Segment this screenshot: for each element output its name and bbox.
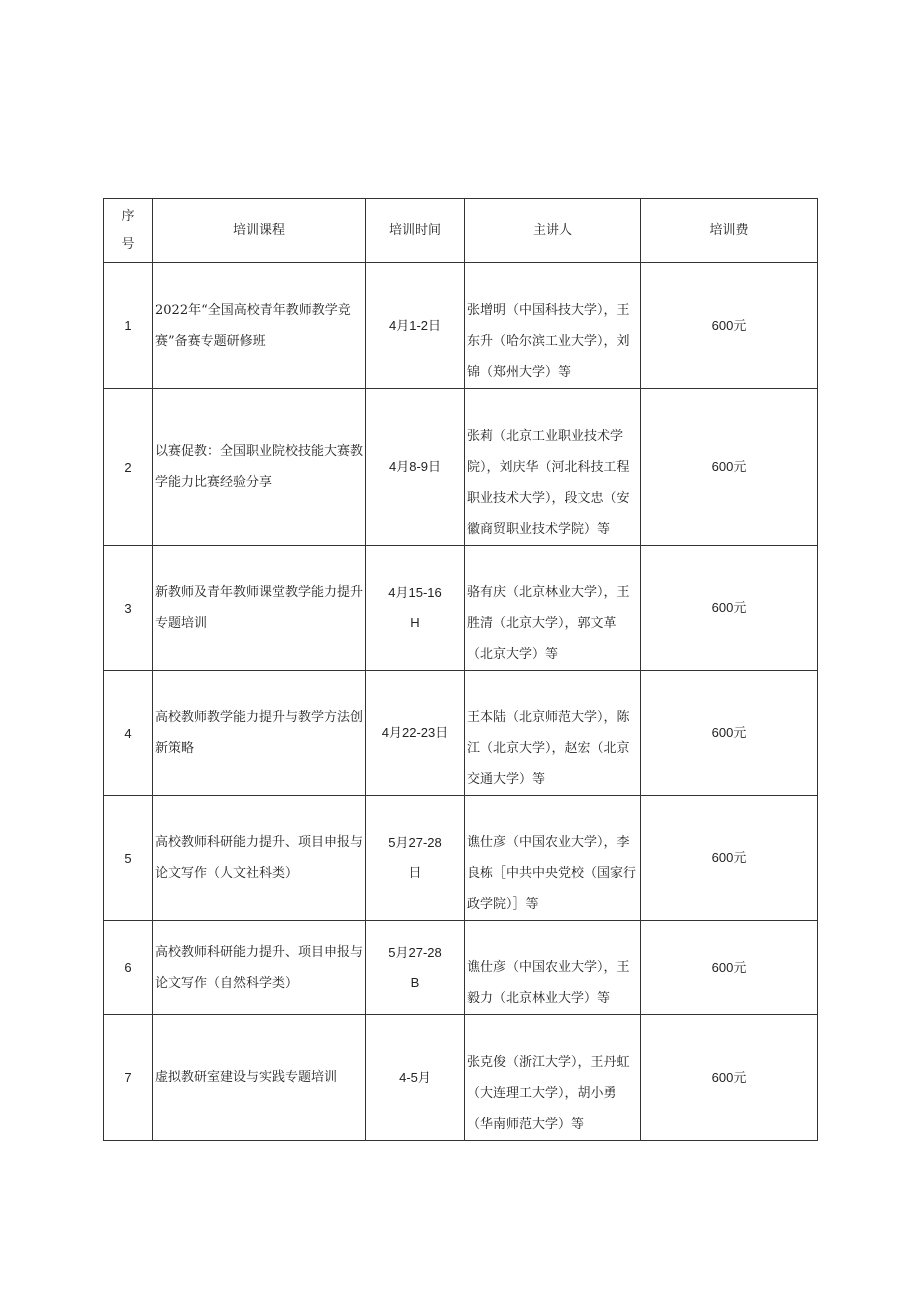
row-number: 3: [104, 546, 153, 671]
training-time: [366, 671, 465, 796]
speakers: 骆有庆（北京林业大学），王胜清（北京大学），郭文革（北京大学）等: [465, 546, 641, 671]
fee: [641, 389, 818, 546]
fee: [641, 263, 818, 389]
training-schedule-table: [103, 198, 818, 1141]
course-name: 高校教师科研能力提升、项目申报与论文写作（自然科学类）: [153, 921, 366, 1015]
fee-amount: 600: [711, 600, 734, 615]
training-time: [366, 1015, 465, 1141]
course-name: 高校教师教学能力提升与教学方法创新策略: [153, 671, 366, 796]
row-number: 2: [104, 389, 153, 546]
header-row: [104, 199, 818, 263]
row-number: 5: [104, 796, 153, 921]
fee-unit: 元: [733, 601, 747, 616]
time-main: 4月22-23日: [381, 725, 449, 740]
fee: [641, 1015, 818, 1141]
fee-unit: 元: [733, 1070, 747, 1086]
header-seq-line1: 序: [121, 208, 135, 224]
table-row: [104, 796, 818, 921]
time-main: 4月15-16: [388, 585, 442, 600]
table-row: [104, 1015, 818, 1141]
header-speaker: 主讲人: [465, 199, 641, 263]
table-row: [104, 546, 818, 671]
fee-unit: 元: [733, 726, 747, 741]
fee-unit: 元: [733, 460, 747, 475]
time-main: 5月27-28: [388, 835, 442, 850]
table-row: [104, 263, 818, 389]
table-row: [104, 389, 818, 546]
time-extra: H: [410, 615, 420, 630]
time-main: 4月8-9日: [388, 459, 442, 474]
header-course: 培训课程: [153, 199, 366, 263]
header-time: 培训时间: [366, 199, 465, 263]
speakers: 张增明（中国科技大学），王东升（哈尔滨工业大学），刘锦（郑州大学）等: [465, 263, 641, 389]
row-number: 7: [104, 1015, 153, 1141]
row-number: 1: [104, 263, 153, 389]
training-time: [366, 389, 465, 546]
time-extra: 日: [408, 865, 422, 880]
fee: [641, 546, 818, 671]
time-main: 5月27-28: [388, 944, 442, 960]
fee: [641, 796, 818, 921]
fee-unit: 元: [733, 960, 747, 976]
fee-amount: 600: [711, 1069, 734, 1085]
fee-amount: 600: [711, 317, 734, 333]
training-time: [366, 263, 465, 389]
fee: [641, 671, 818, 796]
fee-amount: 600: [711, 725, 734, 740]
speakers: 谯仕彦（中国农业大学），王毅力（北京林业大学）等: [465, 921, 641, 1015]
fee-amount: 600: [711, 459, 734, 474]
training-time: [366, 546, 465, 671]
header-seq: [104, 199, 153, 263]
training-time: [366, 921, 465, 1015]
fee-amount: 600: [711, 959, 734, 975]
time-main: 4月1-2日: [388, 317, 442, 333]
row-number: 4: [104, 671, 153, 796]
fee-unit: 元: [733, 318, 747, 334]
time-main: 4-5月: [399, 1069, 431, 1085]
header-seq-line2: 号: [121, 236, 135, 252]
header-fee: 培训费: [641, 199, 818, 263]
time-extra: B: [410, 974, 420, 990]
training-time: [366, 796, 465, 921]
fee-unit: 元: [733, 851, 747, 866]
speakers: 谯仕彦（中国农业大学），李良栋［中共中央党校（国家行政学院）］等: [465, 796, 641, 921]
course-name: 2022年“全国高校青年教师教学竞赛”备赛专题研修班: [153, 263, 366, 389]
row-number: 6: [104, 921, 153, 1015]
table-row: [104, 921, 818, 1015]
fee: [641, 921, 818, 1015]
speakers: 张莉（北京工业职业技术学院），刘庆华（河北科技工程职业技术大学），段文忠（安徽商贸职业技术学院）等: [465, 389, 641, 546]
table-row: [104, 671, 818, 796]
speakers: 张克俊（浙江大学），王丹虹（大连理工大学），胡小勇（华南师范大学）等: [465, 1015, 641, 1141]
speakers: 王本陆（北京师范大学），陈江（北京大学），赵宏（北京交通大学）等: [465, 671, 641, 796]
course-name: 高校教师科研能力提升、项目申报与论文写作（人文社科类）: [153, 796, 366, 921]
course-name: 以赛促教：全国职业院校技能大赛教学能力比赛经验分享: [153, 389, 366, 546]
fee-amount: 600: [711, 850, 734, 865]
course-name: 虚拟教研室建设与实践专题培训: [153, 1015, 366, 1141]
course-name: 新教师及青年教师课堂教学能力提升专题培训: [153, 546, 366, 671]
